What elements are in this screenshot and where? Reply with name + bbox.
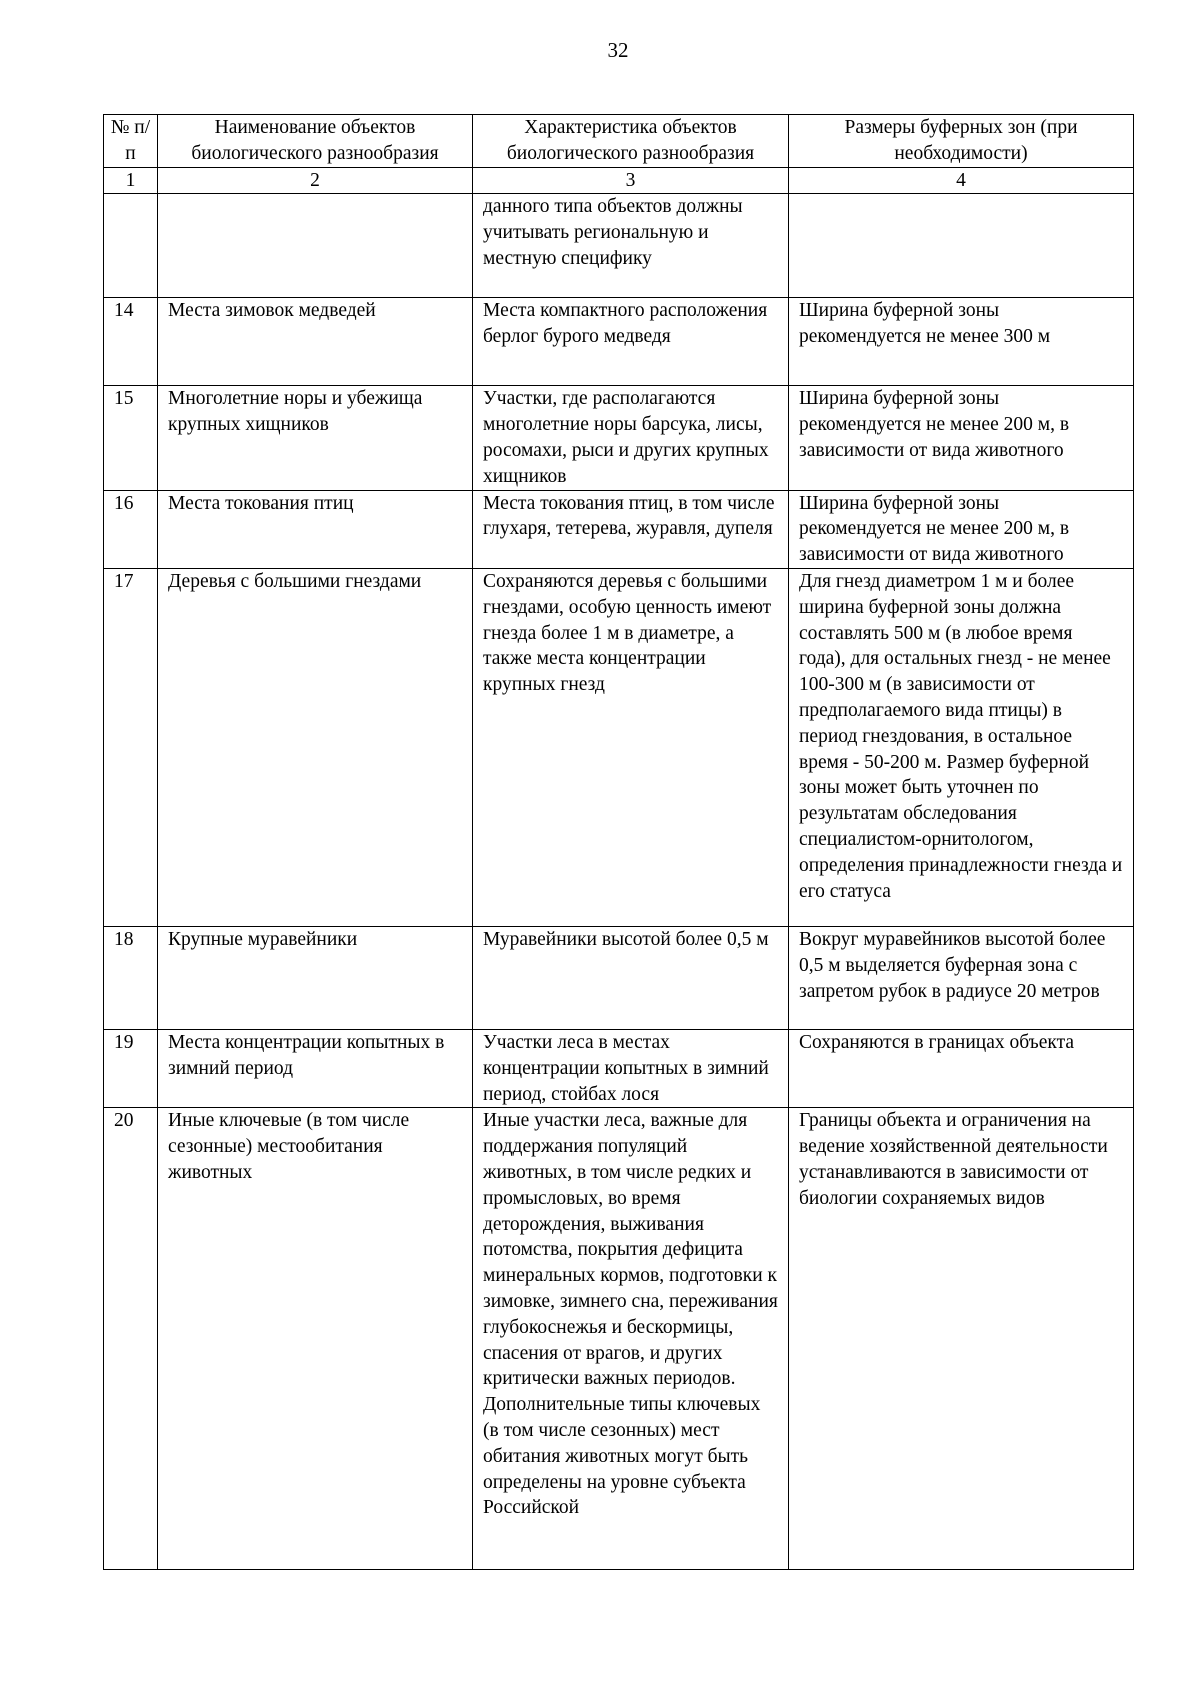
biodiversity-table bbox=[103, 114, 1134, 1570]
row-buffer: Ширина буферной зоны рекомендуется не менее 200 м, в зависимости от вида животного bbox=[789, 490, 1134, 568]
row-buffer: Ширина буферной зоны рекомендуется не менее 300 м bbox=[789, 298, 1134, 386]
row-name: Места токования птиц bbox=[158, 490, 473, 568]
row-characteristic: Муравейники высотой более 0,5 м bbox=[473, 926, 789, 1029]
row-buffer: Ширина буферной зоны рекомендуется не менее 200 м, в зависимости от вида животного bbox=[789, 386, 1134, 490]
row-characteristic: Иные участки леса, важные для поддержания популяций животных, в том числе редких и промысловых, во время деторождения, выживания потомства, покрытия дефицита минеральных кормов, подготовки к зимовке, зимнего сна, переживания глубокоснежья и бескормицы, спасения от врагов, и других критически важных периодов. Дополнительные типы ключевых (в том числе сезонных) мест обитания животных могут быть определены на уровне субъекта Российской bbox=[473, 1108, 789, 1570]
table-header bbox=[104, 115, 1134, 194]
row-number: 17 bbox=[104, 568, 158, 926]
row-number: 18 bbox=[104, 926, 158, 1029]
table-row bbox=[104, 1029, 1134, 1107]
table-body bbox=[104, 194, 1134, 1570]
column-number: 3 bbox=[473, 167, 789, 194]
header-number: № п/п bbox=[104, 115, 158, 168]
row-buffer: Вокруг муравейников высотой более 0,5 м выделяется буферная зона с запретом рубок в радиусе 20 метров bbox=[789, 926, 1134, 1029]
row-name: Крупные муравейники bbox=[158, 926, 473, 1029]
table-row bbox=[104, 926, 1134, 1029]
row-characteristic: Места компактного расположения берлог бурого медведя bbox=[473, 298, 789, 386]
row-name: Места зимовок медведей bbox=[158, 298, 473, 386]
page-number: 32 bbox=[607, 38, 629, 62]
table-row bbox=[104, 568, 1134, 926]
header-object-name: Наименование объектов биологического разнообразия bbox=[158, 115, 473, 168]
header-buffer-size: Размеры буферных зон (при необходимости) bbox=[789, 115, 1134, 168]
row-name bbox=[158, 194, 473, 298]
header-characteristic: Характеристика объектов биологического разнообразия bbox=[473, 115, 789, 168]
column-number: 1 bbox=[104, 167, 158, 194]
row-buffer: Границы объекта и ограничения на ведение хозяйственной деятельности устанавливаются в зависимости от биологии сохраняемых видов bbox=[789, 1108, 1134, 1570]
row-characteristic: данного типа объектов должны учитывать региональную и местную специфику bbox=[473, 194, 789, 298]
row-number: 14 bbox=[104, 298, 158, 386]
row-buffer: Для гнезд диаметром 1 м и более ширина буферной зоны должна составлять 500 м (в любое время года), для остальных гнезд - не менее 100-300 м (в зависимости от предполагаемого вида птицы) в период гнездования, в остальное время - 50-200 м. Размер буферной зоны может быть уточнен по результатам обследования специалистом-орнитологом, определения принадлежности гнезда и его статуса bbox=[789, 568, 1134, 926]
row-name: Места концентрации копытных в зимний период bbox=[158, 1029, 473, 1107]
column-number: 4 bbox=[789, 167, 1134, 194]
row-number bbox=[104, 194, 158, 298]
row-number: 15 bbox=[104, 386, 158, 490]
row-buffer: Сохраняются в границах объекта bbox=[789, 1029, 1134, 1107]
row-characteristic: Участки леса в местах концентрации копытных в зимний период, стойбах лося bbox=[473, 1029, 789, 1107]
table-row bbox=[104, 298, 1134, 386]
header-row bbox=[104, 115, 1134, 168]
row-name: Иные ключевые (в том числе сезонные) местообитания животных bbox=[158, 1108, 473, 1570]
row-characteristic: Места токования птиц, в том числе глухаря, тетерева, журавля, дупеля bbox=[473, 490, 789, 568]
table-row bbox=[104, 490, 1134, 568]
table-row bbox=[104, 386, 1134, 490]
row-name: Многолетние норы и убежища крупных хищников bbox=[158, 386, 473, 490]
row-number: 16 bbox=[104, 490, 158, 568]
column-number: 2 bbox=[158, 167, 473, 194]
row-characteristic: Сохраняются деревья с большими гнездами, особую ценность имеют гнезда более 1 м в диаметре, а также места концентрации крупных гнезд bbox=[473, 568, 789, 926]
table-row bbox=[104, 1108, 1134, 1570]
table-row bbox=[104, 194, 1134, 298]
row-number: 19 bbox=[104, 1029, 158, 1107]
column-number-row bbox=[104, 167, 1134, 194]
row-buffer bbox=[789, 194, 1134, 298]
row-characteristic: Участки, где располагаются многолетние норы барсука, лисы, росомахи, рыси и других крупных хищников bbox=[473, 386, 789, 490]
row-name: Деревья с большими гнездами bbox=[158, 568, 473, 926]
row-number: 20 bbox=[104, 1108, 158, 1570]
